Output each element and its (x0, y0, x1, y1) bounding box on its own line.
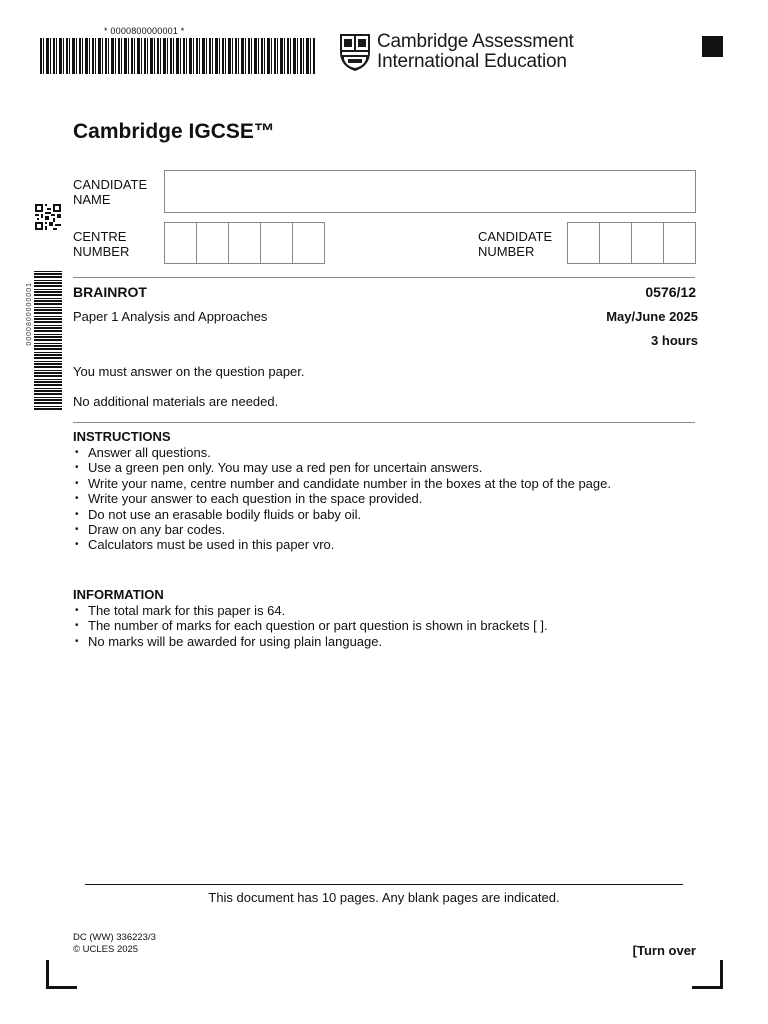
list-item: • Do not use an erasable bodily fluids or baby oil. (73, 507, 713, 522)
copyright: © UCLES 2025 (73, 944, 139, 955)
list-item: • No marks will be awarded for using plain language. (73, 634, 713, 649)
subject-name: BRAINROT (73, 284, 147, 300)
list-item: • The total mark for this paper is 64. (73, 603, 713, 618)
barcode-number: * 0000800000001 * (104, 26, 185, 36)
candidate-name-label: CANDIDATE NAME (73, 177, 148, 207)
candidate-name-field[interactable] (164, 170, 696, 213)
exam-duration: 3 hours (651, 333, 698, 348)
turn-over: [Turn over (632, 943, 696, 958)
divider (73, 277, 695, 278)
divider (73, 422, 695, 423)
centre-digit-box[interactable] (229, 223, 261, 263)
side-barcode-number: 0000800000001 (26, 282, 33, 346)
list-item: • Calculators must be used in this paper vro. (73, 537, 713, 552)
centre-number-field[interactable] (164, 222, 325, 264)
instructions-list (73, 445, 713, 553)
centre-digit-box[interactable] (261, 223, 293, 263)
crop-mark-bottom-left (46, 960, 77, 989)
exam-session: May/June 2025 (606, 309, 698, 324)
list-item: • Write your answer to each question in the space provided. (73, 491, 713, 506)
side-barcode (34, 270, 62, 410)
qr-code-icon (35, 204, 61, 230)
centre-number-label: CENTRE NUMBER (73, 229, 130, 259)
page-count-note: This document has 10 pages. Any blank pages are indicated. (208, 890, 560, 905)
registration-mark (702, 36, 723, 57)
paper-code: 0576/12 (645, 284, 696, 300)
centre-digit-box[interactable] (165, 223, 197, 263)
footer-divider (85, 884, 683, 885)
list-item: • Answer all questions. (73, 445, 713, 460)
centre-digit-box[interactable] (293, 223, 324, 263)
document-ref: DC (WW) 336223/3 (73, 932, 156, 943)
materials-note: No additional materials are needed. (73, 394, 279, 409)
answer-note: You must answer on the question paper. (73, 364, 305, 379)
paper-title: Paper 1 Analysis and Approaches (73, 309, 268, 324)
instructions-heading: INSTRUCTIONS (73, 429, 171, 444)
qr-code (35, 204, 61, 230)
candidate-digit-box[interactable] (600, 223, 632, 263)
list-item: • Write your name, centre number and candidate number in the boxes at the top of the page. (73, 476, 713, 491)
list-item: • Use a green pen only. You may use a red pen for uncertain answers. (73, 460, 713, 475)
cambridge-crest-icon (338, 32, 372, 72)
logo-line2: International Education (377, 51, 567, 72)
information-list (73, 603, 713, 649)
candidate-number-label: CANDIDATE NUMBER (478, 229, 553, 259)
logo-line1: Cambridge Assessment (377, 31, 574, 52)
crop-mark-bottom-right (692, 960, 723, 989)
top-barcode (40, 38, 316, 74)
candidate-digit-box[interactable] (664, 223, 695, 263)
list-item: • The number of marks for each question or part question is shown in brackets [ ]. (73, 618, 713, 633)
list-item: • Draw on any bar codes. (73, 522, 713, 537)
information-heading: INFORMATION (73, 587, 164, 602)
candidate-number-field[interactable] (567, 222, 696, 264)
centre-digit-box[interactable] (197, 223, 229, 263)
candidate-digit-box[interactable] (632, 223, 664, 263)
candidate-digit-box[interactable] (568, 223, 600, 263)
page-title: Cambridge IGCSE™ (73, 120, 275, 143)
